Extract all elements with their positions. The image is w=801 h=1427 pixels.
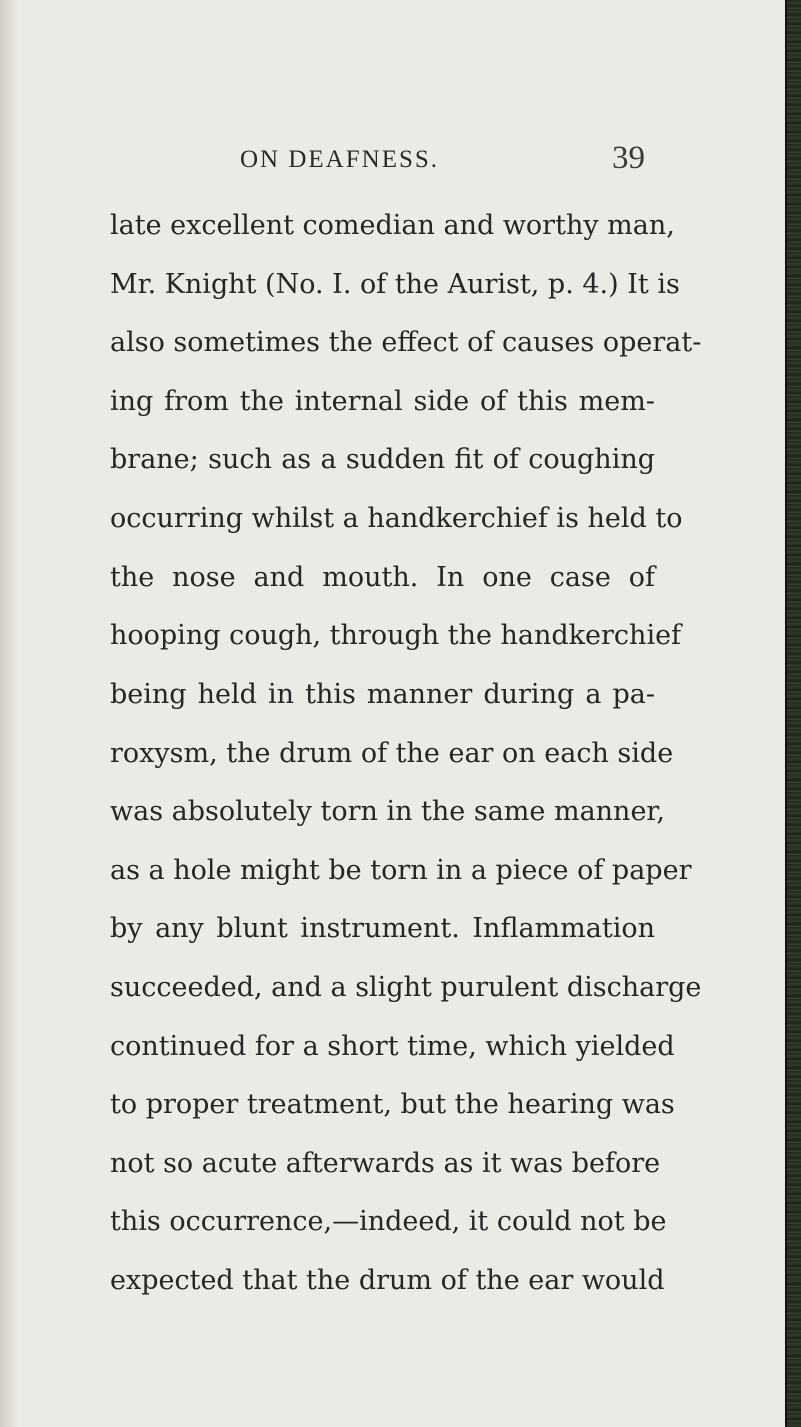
page-header bbox=[0, 140, 801, 180]
text-line: succeeded, and a slight purulent discharge bbox=[110, 972, 702, 1003]
text-line: continued for a short time, which yielded bbox=[110, 1031, 675, 1062]
text-line: as a hole might be torn in a piece of paper bbox=[110, 855, 692, 886]
text-line: hooping cough, through the handkerchief bbox=[110, 620, 682, 651]
text-line: the nose and mouth. In one case of bbox=[110, 562, 655, 593]
running-head: ON DEAFNESS. bbox=[240, 146, 440, 173]
text-line: expected that the drum of the ear would bbox=[110, 1265, 665, 1296]
book-spine-edge bbox=[785, 0, 801, 1427]
page-number: 39 bbox=[612, 140, 645, 176]
text-line: not so acute afterwards as it was before bbox=[110, 1148, 661, 1179]
text-line: Mr. Knight (No. I. of the Aurist, p. 4.) It is bbox=[110, 269, 680, 300]
text-line: being held in this manner during a pa- bbox=[110, 679, 655, 710]
text-line: roxysm, the drum of the ear on each side bbox=[110, 738, 674, 769]
text-line: brane; such as a sudden fit of coughing bbox=[110, 444, 655, 475]
text-line: to proper treatment, but the hearing was bbox=[110, 1089, 675, 1120]
text-line: also sometimes the effect of causes operat- bbox=[110, 327, 702, 358]
text-line: ing from the internal side of this mem- bbox=[110, 386, 655, 417]
text-line: late excellent comedian and worthy man, bbox=[110, 210, 675, 241]
text-line: occurring whilst a handkerchief is held to bbox=[110, 503, 683, 534]
text-line: this occurrence,—indeed, it could not be bbox=[110, 1206, 667, 1237]
text-line: by any blunt instrument. Inflammation bbox=[110, 913, 655, 944]
text-line: was absolutely torn in the same manner, bbox=[110, 796, 665, 827]
